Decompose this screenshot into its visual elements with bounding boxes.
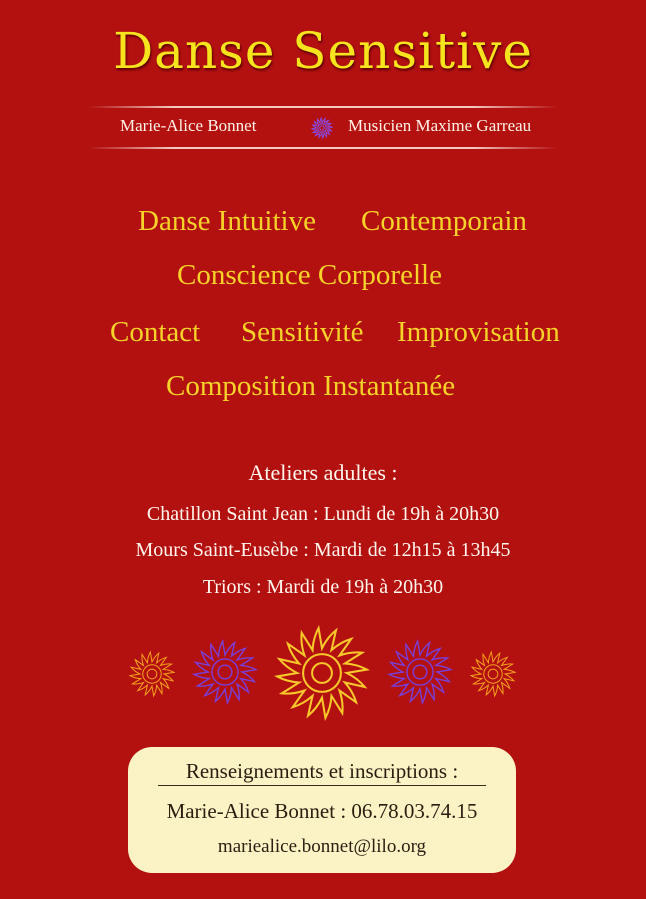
keyword-composition-instantanee: Composition Instantanée: [166, 370, 456, 402]
session-triors: Triors : Mardi de 19h à 20h30: [202, 576, 444, 598]
page-title: Danse Sensitive: [113, 22, 533, 80]
keyword-contemporain: Contemporain: [361, 205, 527, 237]
orange-sun-icon: [470, 651, 516, 697]
keyword-danse-intuitive: Danse Intuitive: [138, 205, 316, 237]
contact-name-phone[interactable]: Marie-Alice Bonnet : 06.78.03.74.15: [166, 799, 478, 823]
violet-sun-icon: [193, 640, 257, 704]
bottom-divider: [88, 147, 558, 149]
session-mours: Mours Saint-Eusèbe : Mardi de 12h15 à 13h45: [135, 539, 511, 561]
large-golden-sun-icon: [276, 627, 368, 719]
violet-sun-icon: [388, 640, 452, 704]
keyword-conscience-corporelle: Conscience Corporelle: [177, 259, 442, 291]
dancer-name: Marie-Alice Bonnet: [120, 116, 257, 135]
session-chatillon: Chatillon Saint Jean : Lundi de 19h à 20h30: [146, 503, 500, 525]
contact-heading: Renseignements et inscriptions :: [185, 759, 459, 783]
contact-heading-underline: [158, 785, 486, 786]
keyword-improvisation: Improvisation: [397, 316, 560, 348]
keyword-contact: Contact: [110, 316, 201, 348]
orange-sun-icon: [129, 651, 175, 697]
musician-name: Musicien Maxime Garreau: [348, 116, 532, 135]
contact-email[interactable]: mariealice.bonnet@lilo.org: [217, 836, 427, 857]
workshops-heading: Ateliers adultes :: [248, 460, 398, 485]
small-violet-sun-icon: [311, 117, 333, 139]
keyword-sensitivite: Sensitivité: [241, 316, 364, 348]
contact-box: [128, 747, 516, 873]
top-divider: [88, 106, 558, 108]
